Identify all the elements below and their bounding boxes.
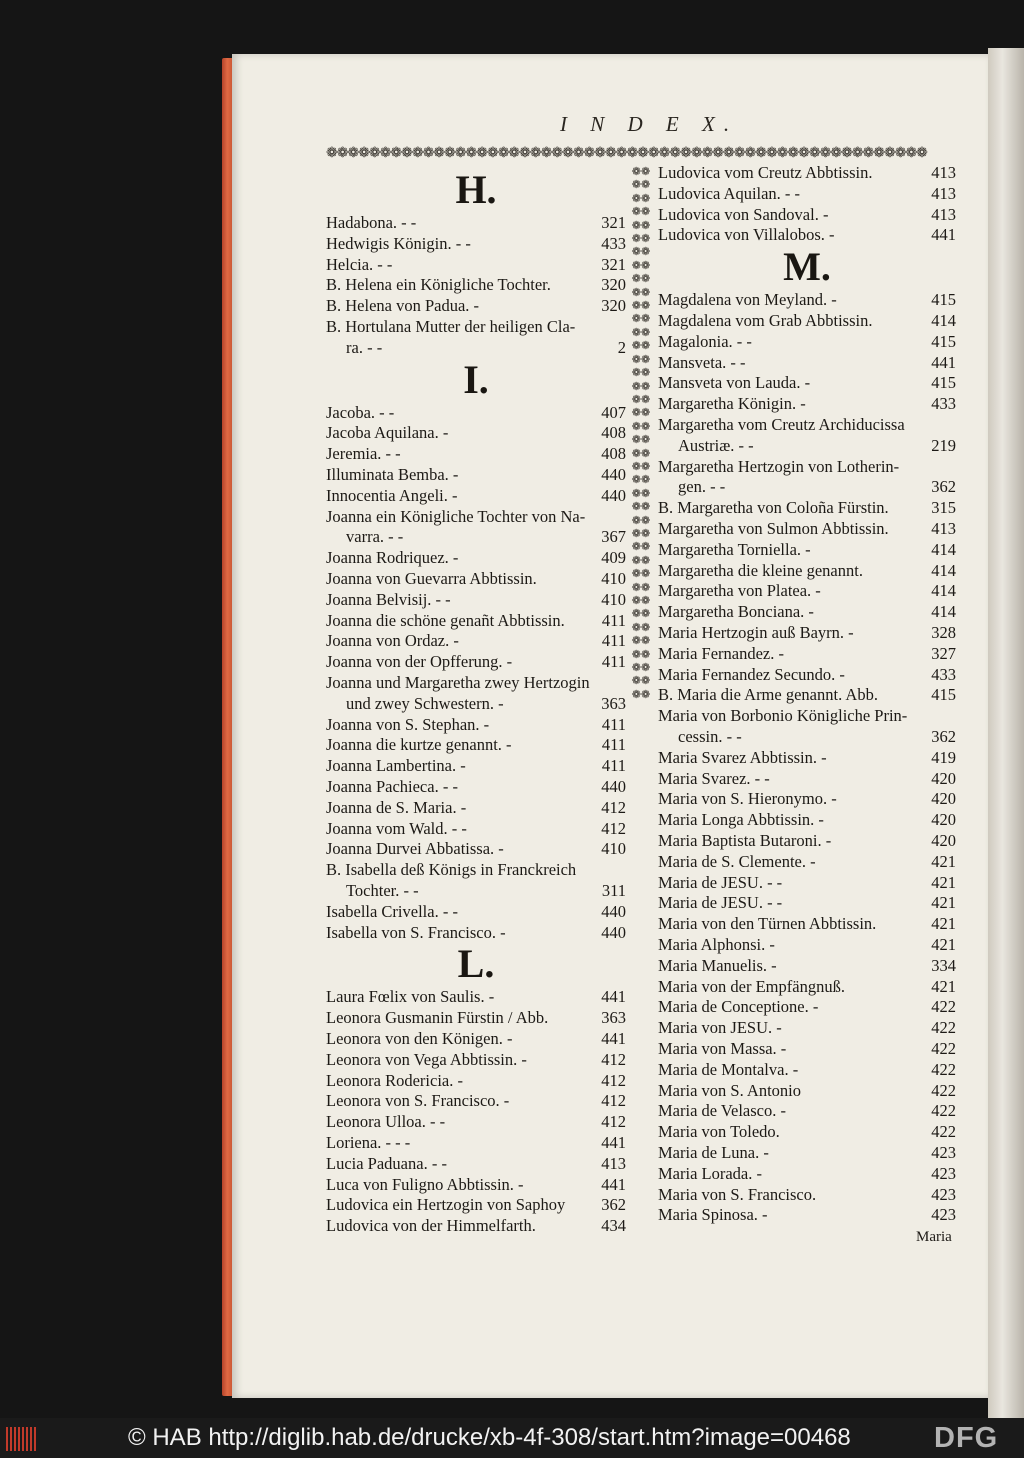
index-entry [658, 476, 956, 497]
entry-page-number: 407 [601, 402, 626, 422]
entry-page-number: 440 [601, 922, 626, 942]
entry-page-number: 441 [601, 987, 626, 1007]
index-entry [326, 755, 626, 776]
entry-name: Leonora Gusmanin Fürstin / Abb. [326, 1008, 549, 1028]
entry-name: Maria de Montalva. - [658, 1059, 799, 1079]
entry-name: Ludovica vom Creutz Abbtissin. [658, 163, 873, 182]
index-entry [658, 580, 956, 601]
entry-page-number: 411 [601, 652, 626, 672]
entry-page-number: 420 [931, 789, 956, 809]
section-letter-heading: I. [463, 356, 489, 402]
entry-page-number: 411 [601, 714, 626, 734]
entry-name: Maria von S. Antonio [658, 1080, 801, 1100]
entry-name: Ludovica Aquilan. - - [658, 183, 801, 203]
index-entry [326, 986, 626, 1007]
library-logo-icon [6, 1427, 42, 1451]
entry-page-number: 434 [601, 1216, 626, 1236]
index-entry [658, 1017, 956, 1038]
index-entry [658, 435, 956, 456]
entry-name: Joanna Belvisij. - - [326, 589, 451, 609]
index-entry [658, 183, 956, 204]
index-entry [658, 1121, 956, 1142]
entry-name: ra. - - [346, 337, 383, 357]
entry-name: Austriæ. - - [678, 435, 754, 455]
index-entry [326, 1111, 626, 1132]
index-entry [326, 693, 626, 714]
index-entry [658, 976, 956, 997]
index-entry [658, 1080, 956, 1101]
entry-page-number: 440 [601, 777, 626, 796]
index-entry [658, 664, 956, 685]
index-entry [658, 393, 956, 414]
index-entry [658, 809, 956, 830]
entry-name: Margaretha die kleine genannt. [658, 560, 863, 580]
ornament-band: ❁❁❁❁❁❁❁❁❁❁❁❁❁❁❁❁❁❁❁❁❁❁❁❁❁❁❁❁❁❁❁❁❁❁❁❁❁❁❁❁❁❁❁❁❁❁❁❁❁❁❁❁❁❁❁❁ [326, 146, 927, 161]
entry-page-number: 415 [931, 373, 956, 393]
index-entry [326, 1049, 626, 1070]
entry-page-number: 410 [601, 839, 626, 859]
entry-name: Jacoba Aquilana. - [326, 423, 449, 443]
entry-page-number: 441 [931, 225, 956, 245]
entry-name: B. Hortulana Mutter der heiligen Cla- [326, 317, 576, 336]
index-entry [658, 162, 956, 183]
entry-page-number: 367 [601, 527, 626, 547]
index-entry [658, 830, 956, 851]
index-entry [326, 1194, 626, 1215]
entry-page-number: 421 [931, 976, 956, 996]
entry-page-number: 421 [931, 935, 956, 954]
index-entry [326, 212, 626, 233]
entry-name: Leonora Ulloa. - - [326, 1112, 446, 1132]
entry-name: Maria Manuelis. - [658, 955, 777, 975]
entry-page-number: 423 [931, 1163, 956, 1183]
entry-page-number: 320 [601, 296, 626, 316]
entry-name: Maria Hertzogin auß Bayrn. - [658, 623, 854, 642]
entry-page-number: 363 [601, 1008, 626, 1028]
entry-page-number: 315 [931, 498, 956, 518]
entry-page-number: 327 [931, 643, 956, 663]
entry-name: Margaretha von Sulmon Abbtissin. [658, 519, 889, 538]
entry-name: Maria de Conceptione. - [658, 997, 819, 1017]
index-entry [326, 1090, 626, 1111]
entry-name: Leonora von S. Francisco. - [326, 1091, 510, 1111]
entry-page-number: 415 [931, 685, 956, 705]
entry-name: Maria von S. Hieronymo. - [658, 789, 837, 809]
entry-name: Helcia. - - [326, 254, 393, 274]
entry-page-number: 411 [601, 735, 626, 755]
footer-credit-link[interactable]: © HAB http://diglib.hab.de/drucke/xb-4f-308/start.htm?image=00468 [128, 1424, 851, 1451]
entry-page-number: 421 [931, 872, 956, 892]
entry-name: Maria de Velasco. - [658, 1101, 786, 1121]
index-entry [326, 568, 626, 589]
index-entry [658, 726, 956, 747]
entry-name: Joanna die schöne genañt Abbtissin. [326, 610, 565, 630]
entry-page-number: 421 [931, 914, 956, 934]
entry-name: Ludovica von Sandoval. - [658, 204, 829, 224]
entry-name: Maria Fernandez. - [658, 643, 784, 663]
entry-name: Joanna die kurtze genannt. - [326, 735, 512, 755]
entry-name: Joanna Lambertina. - [326, 756, 466, 776]
entry-page-number: 219 [931, 435, 956, 455]
entry-name: Margaretha Torniella. - [658, 539, 811, 559]
entry-page-number: 408 [601, 423, 626, 443]
entry-page-number: 410 [601, 589, 626, 609]
index-entry [326, 672, 626, 693]
index-entry [658, 1059, 956, 1080]
index-entry [658, 1142, 956, 1163]
entry-name: Joanna von Guevarra Abbtissin. [326, 569, 537, 588]
entry-page-number: 411 [601, 756, 626, 776]
entry-page-number: 362 [931, 477, 956, 497]
index-entry [326, 922, 626, 943]
index-entry [326, 485, 626, 506]
index-entry [326, 859, 626, 880]
entry-page-number: 423 [931, 1205, 956, 1225]
entry-name: Maria von den Türnen Abbtissin. [658, 914, 877, 934]
index-entry [658, 497, 956, 518]
entry-page-number: 2 [617, 337, 626, 357]
entry-name: B. Maria die Arme genannt. Abb. [658, 685, 878, 705]
entry-name: Margaretha vom Creutz Archiducissa [658, 415, 905, 434]
index-entry [326, 422, 626, 443]
entry-page-number: 440 [601, 485, 626, 505]
index-entry [326, 630, 626, 651]
index-entry [658, 204, 956, 225]
index-entry [658, 518, 956, 539]
entry-page-number: 422 [931, 997, 956, 1017]
entry-name: Joanna Rodriquez. - [326, 548, 459, 568]
entry-name: Maria von Borbonio Königliche Prin- [658, 706, 908, 726]
index-entry [658, 310, 956, 331]
entry-page-number: 415 [931, 290, 956, 310]
index-entry [658, 331, 956, 352]
entry-name: Maria von S. Francisco. [658, 1184, 817, 1204]
index-entry [658, 372, 956, 393]
entry-name: Illuminata Bemba. - [326, 465, 459, 484]
entry-name: Maria de S. Clemente. - [658, 851, 816, 871]
entry-page-number: 441 [931, 352, 956, 372]
entry-page-number: 419 [931, 747, 956, 767]
index-entry [658, 224, 956, 245]
index-entry [326, 547, 626, 568]
entry-page-number: 441 [601, 1133, 626, 1152]
entry-page-number: 412 [601, 1112, 626, 1132]
entry-page-number: 413 [601, 1153, 626, 1173]
index-entry [326, 1028, 626, 1049]
index-entry [326, 714, 626, 735]
section-letter-heading: M. [783, 244, 831, 290]
entry-name: Mansveta. - - [658, 352, 746, 372]
entry-name: Joanna von S. Stephan. - [326, 714, 490, 734]
entry-page-number: 362 [931, 727, 956, 746]
entry-name: Maria de JESU. - - [658, 872, 783, 892]
entry-page-number: 414 [931, 539, 956, 559]
section-letter-heading: L. [457, 941, 495, 987]
index-entry [326, 274, 626, 295]
index-entry [326, 734, 626, 755]
index-entry [658, 768, 956, 789]
entry-name: Magalonia. - - [658, 331, 752, 351]
entry-name: Maria von JESU. - [658, 1018, 782, 1038]
entry-name: Luca von Fuligno Abbtissin. - [326, 1174, 524, 1194]
entry-name: Maria de JESU. - - [658, 893, 783, 913]
entry-page-number: 440 [601, 465, 626, 484]
entry-name: cessin. - - [678, 727, 742, 746]
entry-page-number: 421 [931, 893, 956, 913]
entry-name: Joanna von Ordaz. - [326, 631, 459, 651]
entry-page-number: 423 [931, 1143, 956, 1162]
index-entry [326, 838, 626, 859]
entry-page-number: 412 [601, 1049, 626, 1069]
entry-name: Leonora von den Königen. - [326, 1029, 513, 1048]
entry-page-number: 363 [601, 693, 626, 713]
index-entry [658, 539, 956, 560]
entry-page-number: 433 [931, 394, 956, 414]
entry-page-number: 412 [601, 818, 626, 838]
entry-page-number: 321 [601, 254, 626, 274]
entry-name: Maria Baptista Butaroni. - [658, 831, 832, 850]
entry-name: B. Helena ein Königliche Tochter. [326, 275, 551, 295]
entry-name: Joanna de S. Maria. - [326, 797, 467, 817]
catch-word: Maria [916, 1229, 952, 1245]
entry-name: B. Helena von Padua. - [326, 296, 480, 316]
entry-page-number: 409 [601, 548, 626, 568]
entry-name: gen. - - [678, 477, 726, 497]
index-entry [658, 560, 956, 581]
entry-page-number: 411 [601, 631, 626, 651]
entry-name: Maria von der Empfängnuß. [658, 976, 845, 996]
entry-page-number: 421 [931, 851, 956, 871]
entry-page-number: 321 [601, 213, 626, 232]
entry-name: Joanna von der Opfferung. - [326, 652, 513, 672]
entry-name: Margaretha Hertzogin von Lotherin- [658, 456, 900, 476]
entry-name: Ludovica von der Himmelfarth. [326, 1216, 536, 1236]
entry-name: Maria Spinosa. - [658, 1205, 768, 1225]
index-entry [658, 622, 956, 643]
entry-name: Laura Fœlix von Saulis. - [326, 987, 495, 1007]
index-entry [326, 610, 626, 631]
index-entry [326, 776, 626, 797]
entry-name: Maria Alphonsi. - [658, 935, 775, 954]
index-entry [658, 601, 956, 622]
ornament-column-divider: ❁❁❁❁❁❁❁❁❁❁❁❁❁❁❁❁❁❁❁❁❁❁❁❁❁❁❁❁❁❁❁❁❁❁❁❁❁❁❁❁❁❁❁❁❁❁❁❁❁❁❁❁❁❁❁❁❁❁❁❁❁❁❁❁❁❁❁❁❁❁❁❁❁❁❁❁❁❁❁❁ [631, 166, 651, 701]
index-entry [658, 643, 956, 664]
entry-name: Maria von Toledo. [658, 1122, 780, 1142]
entry-page-number: 413 [931, 183, 956, 203]
entry-name: Maria von Massa. - [658, 1039, 787, 1058]
index-entry [658, 851, 956, 872]
index-entry [326, 316, 626, 337]
index-entry [326, 880, 626, 901]
book-right-edge [988, 48, 1024, 1418]
entry-page-number: 420 [931, 768, 956, 788]
entry-name: Joanna und Margaretha zwey Hertzogin [326, 673, 590, 692]
entry-page-number: 420 [931, 831, 956, 850]
index-entry [658, 872, 956, 893]
entry-page-number: 441 [601, 1029, 626, 1048]
index-entry [326, 1153, 626, 1174]
entry-name: Jacoba. - - [326, 402, 395, 422]
index-entry [326, 589, 626, 610]
index-entry [658, 1038, 956, 1059]
entry-page-number: 413 [931, 519, 956, 538]
section-letter-heading: H. [455, 167, 497, 212]
index-entry [326, 1132, 626, 1153]
entry-name: Hadabona. - - [326, 213, 417, 232]
entry-name: Ludovica von Villalobos. - [658, 225, 835, 245]
entry-name: Margaretha von Platea. - [658, 581, 821, 601]
entry-name: Innocentia Angeli. - [326, 485, 458, 505]
entry-page-number: 362 [601, 1195, 626, 1215]
entry-name: Hedwigis Königin. - - [326, 233, 471, 253]
entry-page-number: 414 [931, 581, 956, 601]
index-entry [326, 254, 626, 275]
entry-name: Mansveta von Lauda. - [658, 373, 811, 393]
index-entry [658, 289, 956, 310]
entry-page-number: 411 [601, 610, 626, 630]
index-entry [658, 996, 956, 1017]
entry-page-number: 412 [601, 797, 626, 817]
index-entry [326, 1174, 626, 1195]
entry-page-number: 422 [931, 1080, 956, 1100]
entry-page-number: 433 [601, 233, 626, 253]
entry-page-number: 412 [601, 1070, 626, 1090]
entry-page-number: 328 [931, 623, 956, 642]
index-entry [658, 1184, 956, 1205]
entry-page-number: 422 [931, 1018, 956, 1038]
entry-name: Maria Svarez. - - [658, 768, 770, 788]
entry-page-number: 422 [931, 1122, 956, 1142]
entry-page-number: 422 [931, 1039, 956, 1058]
entry-page-number: 420 [931, 810, 956, 830]
index-entry [326, 1215, 626, 1236]
entry-page-number: 413 [931, 204, 956, 224]
entry-page-number: 320 [601, 275, 626, 295]
entry-name: Isabella von S. Francisco. - [326, 922, 506, 942]
entry-page-number: 410 [601, 569, 626, 588]
entry-name: Isabella Crivella. - - [326, 901, 458, 921]
running-head: I N D E X. [560, 112, 739, 136]
entry-name: Jeremia. - - [326, 444, 401, 464]
index-entry [326, 233, 626, 254]
entry-name: Joanna Pachieca. - - [326, 777, 458, 796]
index-entry [326, 443, 626, 464]
index-entry [658, 747, 956, 768]
entry-page-number: 334 [931, 955, 956, 975]
entry-page-number: 440 [601, 901, 626, 921]
index-entry [326, 818, 626, 839]
index-entry [658, 1204, 956, 1225]
index-entry [658, 352, 956, 373]
entry-name: Maria Lorada. - [658, 1163, 762, 1183]
entry-page-number: 433 [931, 664, 956, 684]
index-entry [658, 456, 956, 477]
index-entry [326, 295, 626, 316]
entry-name: Tochter. - - [346, 881, 419, 900]
index-entry [658, 1100, 956, 1121]
index-entry [658, 788, 956, 809]
entry-page-number: 415 [931, 331, 956, 351]
index-entry [326, 337, 626, 358]
entry-name: Maria de Luna. - [658, 1143, 769, 1162]
index-entry [326, 1070, 626, 1091]
entry-name: varra. - - [346, 527, 404, 547]
index-entry [658, 913, 956, 934]
entry-name: B. Margaretha von Coloña Fürstin. [658, 498, 889, 518]
index-entry [326, 526, 626, 547]
entry-name: Leonora von Vega Abbtissin. - [326, 1049, 527, 1069]
viewer-footer [0, 1418, 1024, 1458]
entry-name: Maria Fernandez Secundo. - [658, 664, 845, 684]
entry-name: Joanna Durvei Abbatissa. - [326, 839, 504, 859]
entry-name: Margaretha Bonciana. - [658, 602, 814, 622]
index-entry [326, 464, 626, 485]
entry-name: Margaretha Königin. - [658, 394, 806, 414]
index-entry [658, 684, 956, 705]
index-entry [658, 892, 956, 913]
entry-name: und zwey Schwestern. - [346, 693, 504, 713]
entry-name: Ludovica ein Hertzogin von Saphoy [326, 1195, 566, 1215]
index-entry [658, 705, 956, 726]
entry-name: Leonora Rodericia. - [326, 1070, 463, 1090]
index-entry [658, 414, 956, 435]
entry-name: Loriena. - - - [326, 1133, 411, 1152]
index-entry [326, 651, 626, 672]
entry-page-number: 441 [601, 1174, 626, 1194]
entry-name: Magdalena vom Grab Abbtissin. [658, 311, 873, 330]
entry-name: Maria Svarez Abbtissin. - [658, 747, 827, 767]
dfg-logo: DFG [934, 1422, 999, 1454]
index-entry [326, 402, 626, 423]
entry-name: B. Isabella deß Königs in Franckreich [326, 860, 577, 880]
index-entry [326, 901, 626, 922]
index-entry [658, 955, 956, 976]
entry-page-number: 414 [931, 602, 956, 622]
index-entry [326, 797, 626, 818]
entry-page-number: 423 [931, 1184, 956, 1204]
index-entry [326, 1007, 626, 1028]
entry-name: Magdalena von Meyland. - [658, 290, 837, 310]
entry-page-number: 414 [931, 560, 956, 580]
entry-page-number: 422 [931, 1059, 956, 1079]
entry-page-number: 311 [601, 881, 626, 900]
entry-name: Joanna vom Wald. - - [326, 818, 467, 838]
entry-page-number: 414 [931, 311, 956, 330]
entry-name: Maria Longa Abbtissin. - [658, 810, 824, 830]
entry-name: Lucia Paduana. - - [326, 1153, 447, 1173]
index-entry [658, 934, 956, 955]
entry-page-number: 412 [601, 1091, 626, 1111]
entry-page-number: 408 [601, 444, 626, 464]
index-entry [326, 506, 626, 527]
entry-name: Joanna ein Königliche Tochter von Na- [326, 506, 586, 526]
entry-page-number: 413 [931, 163, 956, 182]
index-entry [658, 1163, 956, 1184]
entry-page-number: 422 [931, 1101, 956, 1121]
